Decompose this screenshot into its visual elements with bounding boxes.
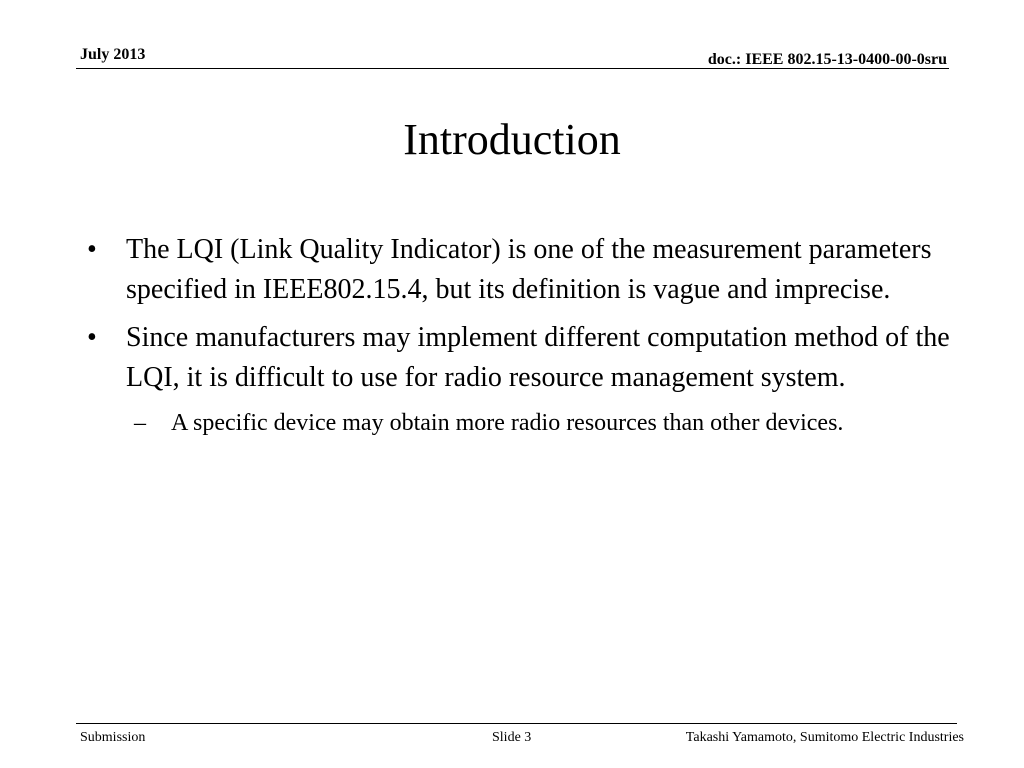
bullet-item — [87, 230, 957, 310]
header-divider — [76, 68, 949, 69]
bullet-text: The LQI (Link Quality Indicator) is one of the measurement parameters specified in IEEE802.15.4, but its definition is vague and imprecise. — [126, 234, 932, 305]
bullet-marker: • — [87, 322, 97, 353]
footer-divider — [76, 723, 957, 724]
bullet-item — [87, 318, 957, 398]
header-doc-id: doc.: IEEE 802.15-13-0400-00-0sru — [707, 51, 947, 68]
bullet-marker: • — [87, 234, 97, 265]
footer-submission: Submission — [80, 730, 146, 745]
footer-slide-number: Slide 3 — [492, 730, 532, 745]
sub-bullet-item — [132, 406, 957, 440]
sub-bullet-marker: – — [134, 410, 146, 436]
footer-author: Takashi Yamamoto, Sumitomo Electric Industries — [685, 730, 964, 745]
slide-title: Introduction — [403, 115, 621, 164]
slide-content — [87, 230, 957, 440]
sub-bullet-text: A specific device may obtain more radio resources than other devices. — [171, 410, 844, 436]
bullet-text: Since manufacturers may implement different computation method of the LQI, it is difficult to use for radio resource management system. — [126, 322, 950, 393]
header-date: July 2013 — [80, 46, 146, 63]
